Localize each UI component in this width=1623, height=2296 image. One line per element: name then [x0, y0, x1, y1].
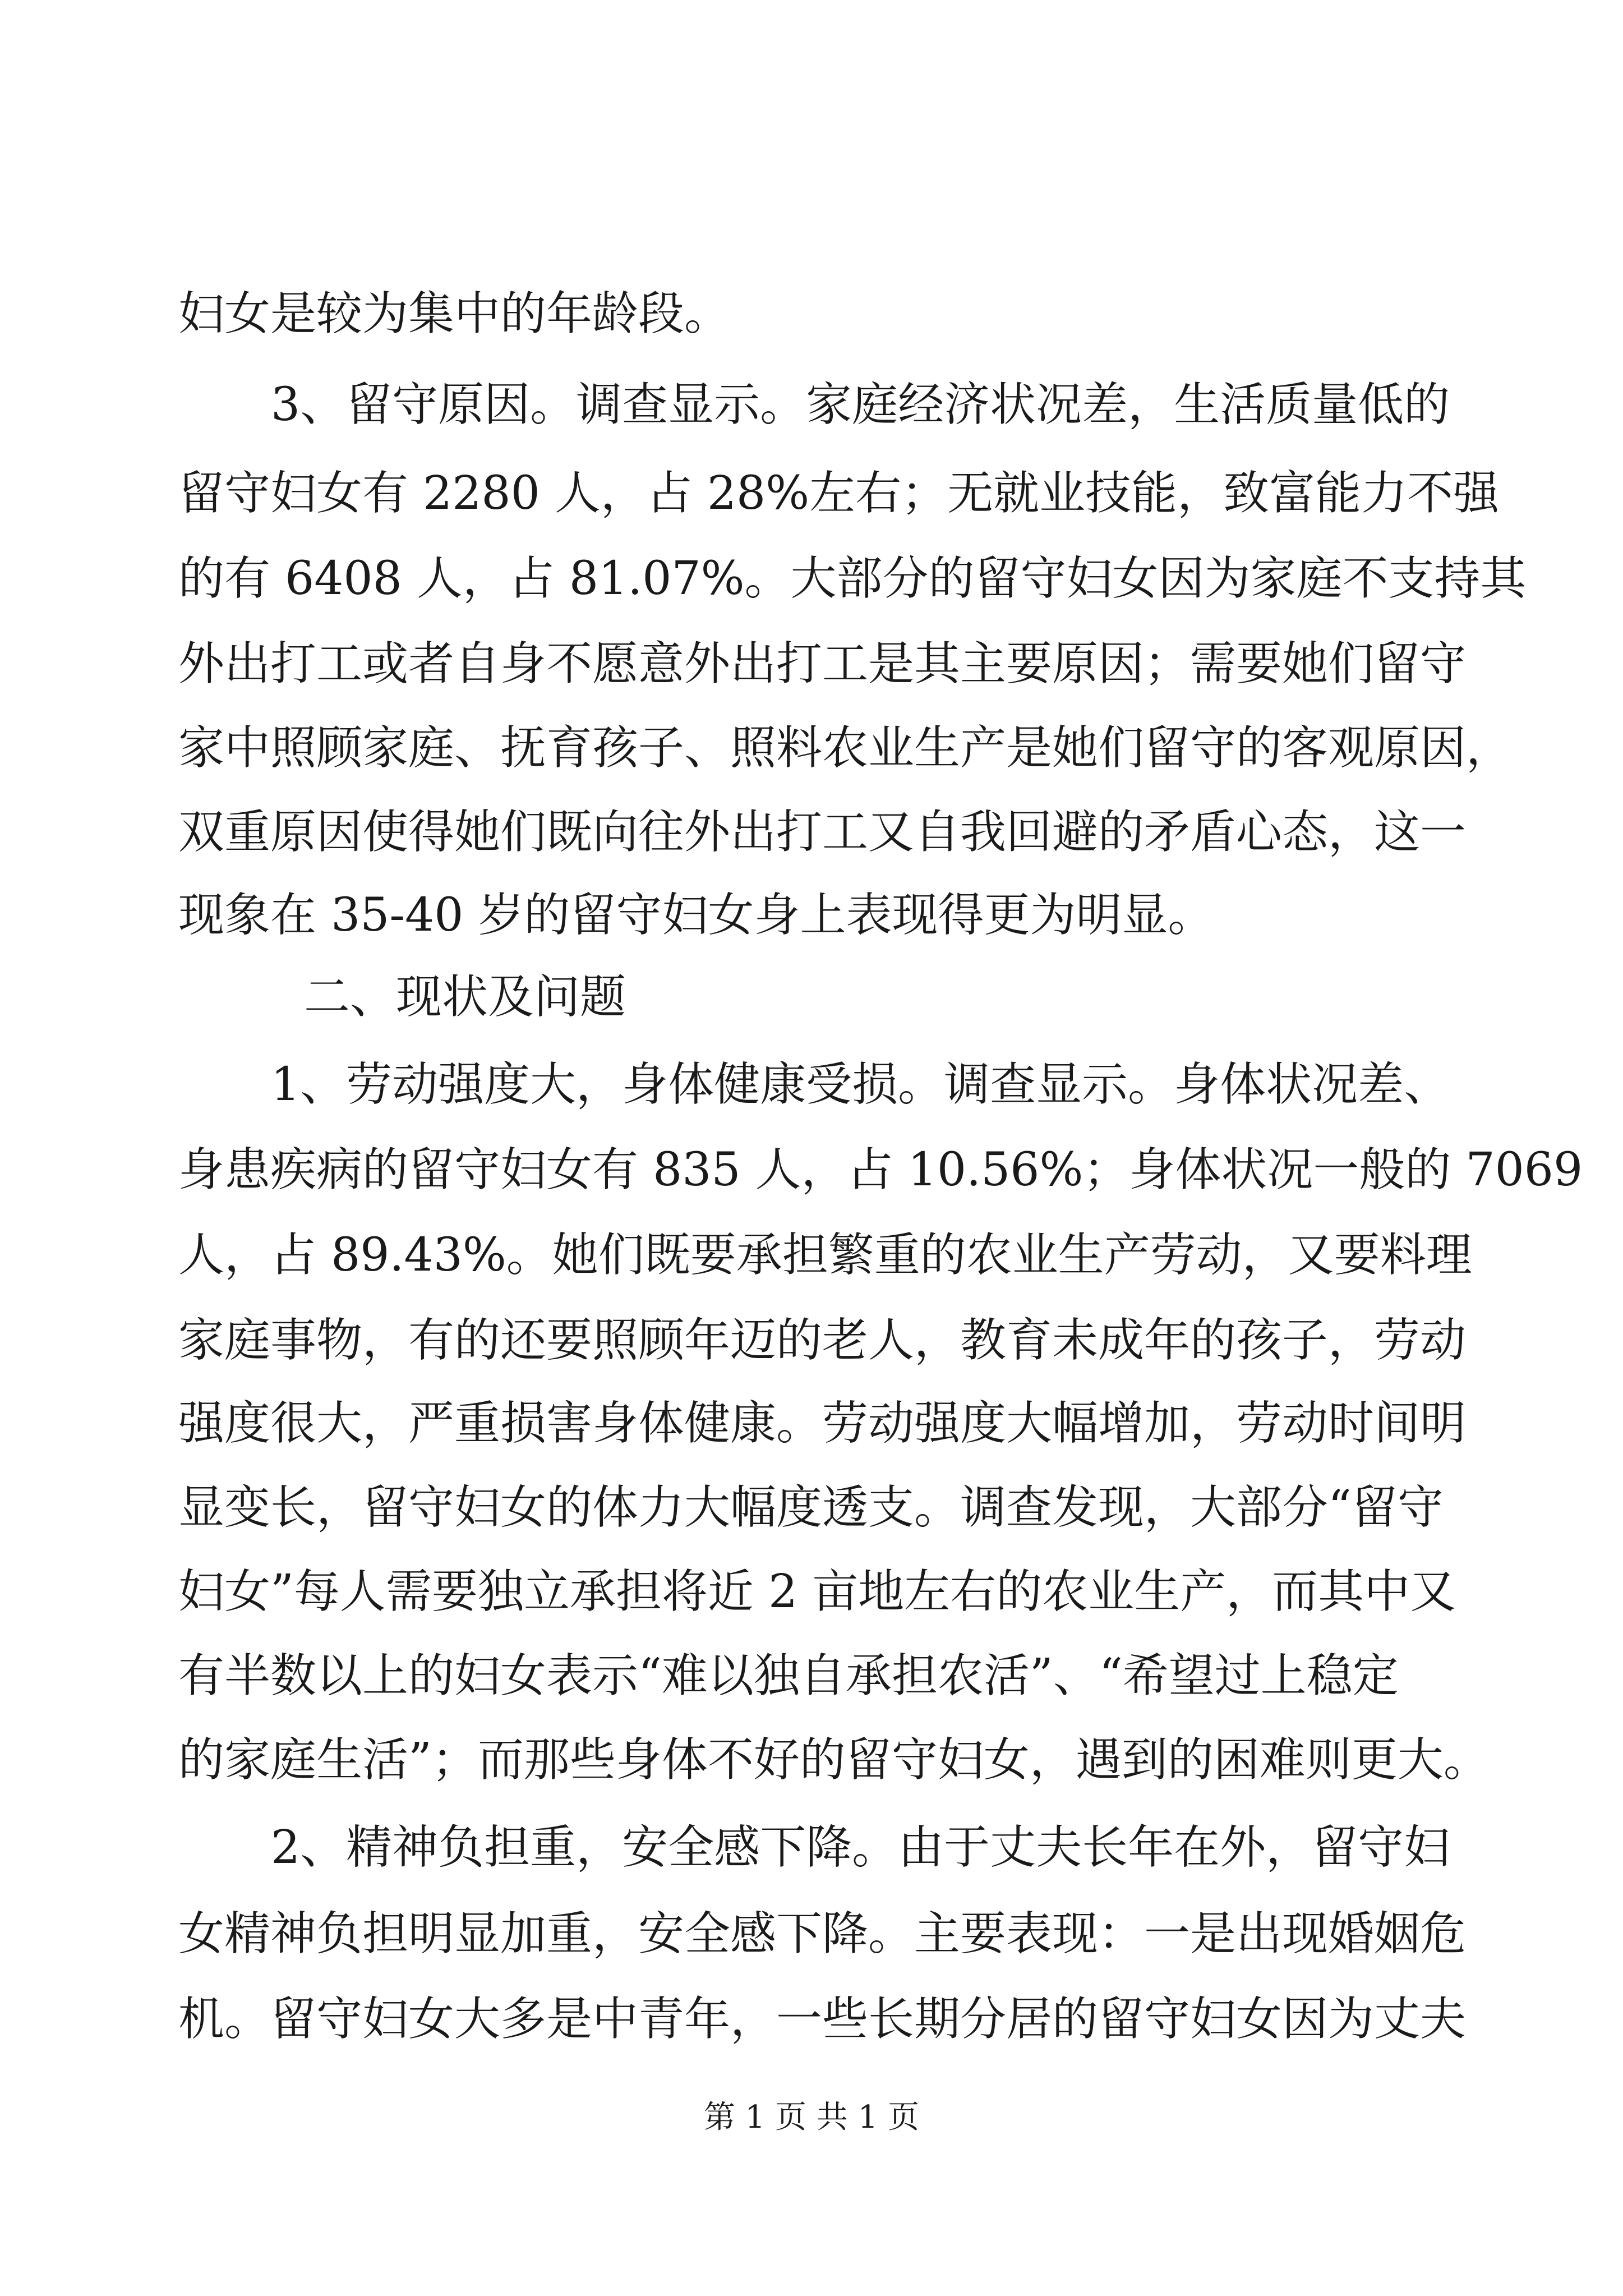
section-heading: 二、现状及问题: [304, 970, 626, 1024]
paragraph-heading-line: 2、精神负担重，安全感下降。由于丈夫长年在外，留守妇: [271, 1821, 1450, 1874]
body-line: 双重原因使得她们既向往外出打工又自我回避的矛盾心态，这一: [178, 806, 1467, 859]
body-line: 身患疾病的留守妇女有 835 人，占 10.56%；身体状况一般的 7069: [178, 1143, 1583, 1197]
body-line: 显变长，留守妇女的体力大幅度透支。调查发现，大部分“留守: [178, 1481, 1444, 1534]
body-line: 现象在 35-40 岁的留守妇女身上表现得更为明显。: [178, 889, 1214, 942]
body-line: 人，占 89.43%。她们既要承担繁重的农业生产劳动，又要料理: [178, 1228, 1472, 1282]
body-line: 的有 6408 人，占 81.07%。大部分的留守妇女因为家庭不支持其: [178, 552, 1527, 605]
body-line: 强度很大，严重损害身体健康。劳动强度大幅增加，劳动时间明: [178, 1397, 1467, 1450]
body-line: 家中照顾家庭、抚育孩子、照料农业生产是她们留守的客观原因，: [178, 721, 1513, 775]
body-line: 外出打工或者自身不愿意外出打工是其主要原因；需要她们留守: [178, 637, 1467, 691]
body-line: 留守妇女有 2280 人，占 28%左右；无就业技能，致富能力不强: [178, 467, 1500, 520]
body-line: 妇女是较为集中的年龄段。: [178, 287, 731, 341]
page-footer: 第 1 页 共 1 页: [703, 2099, 920, 2136]
body-line: 的家庭生活”；而那些身体不好的留守妇女，遇到的困难则更大。: [178, 1733, 1490, 1787]
body-line: 有半数以上的妇女表示“难以独自承担农活”、“希望过上稳定: [178, 1649, 1399, 1703]
body-line: 家庭事物，有的还要照顾年迈的老人，教育未成年的孩子，劳动: [178, 1314, 1467, 1367]
body-line: 女精神负担明显加重，安全感下降。主要表现：一是出现婚姻危: [178, 1907, 1467, 1961]
body-line: 妇女”每人需要独立承担将近 2 亩地左右的农业生产，而其中又: [178, 1565, 1456, 1618]
paragraph-heading-line: 1、劳动强度大，身体健康受损。调查显示。身体状况差、: [271, 1058, 1450, 1111]
paragraph-heading-line: 3、留守原因。调查显示。家庭经济状况差，生活质量低的: [271, 378, 1450, 431]
body-line: 机。留守妇女大多是中青年，一些长期分居的留守妇女因为丈夫: [178, 1993, 1467, 2046]
